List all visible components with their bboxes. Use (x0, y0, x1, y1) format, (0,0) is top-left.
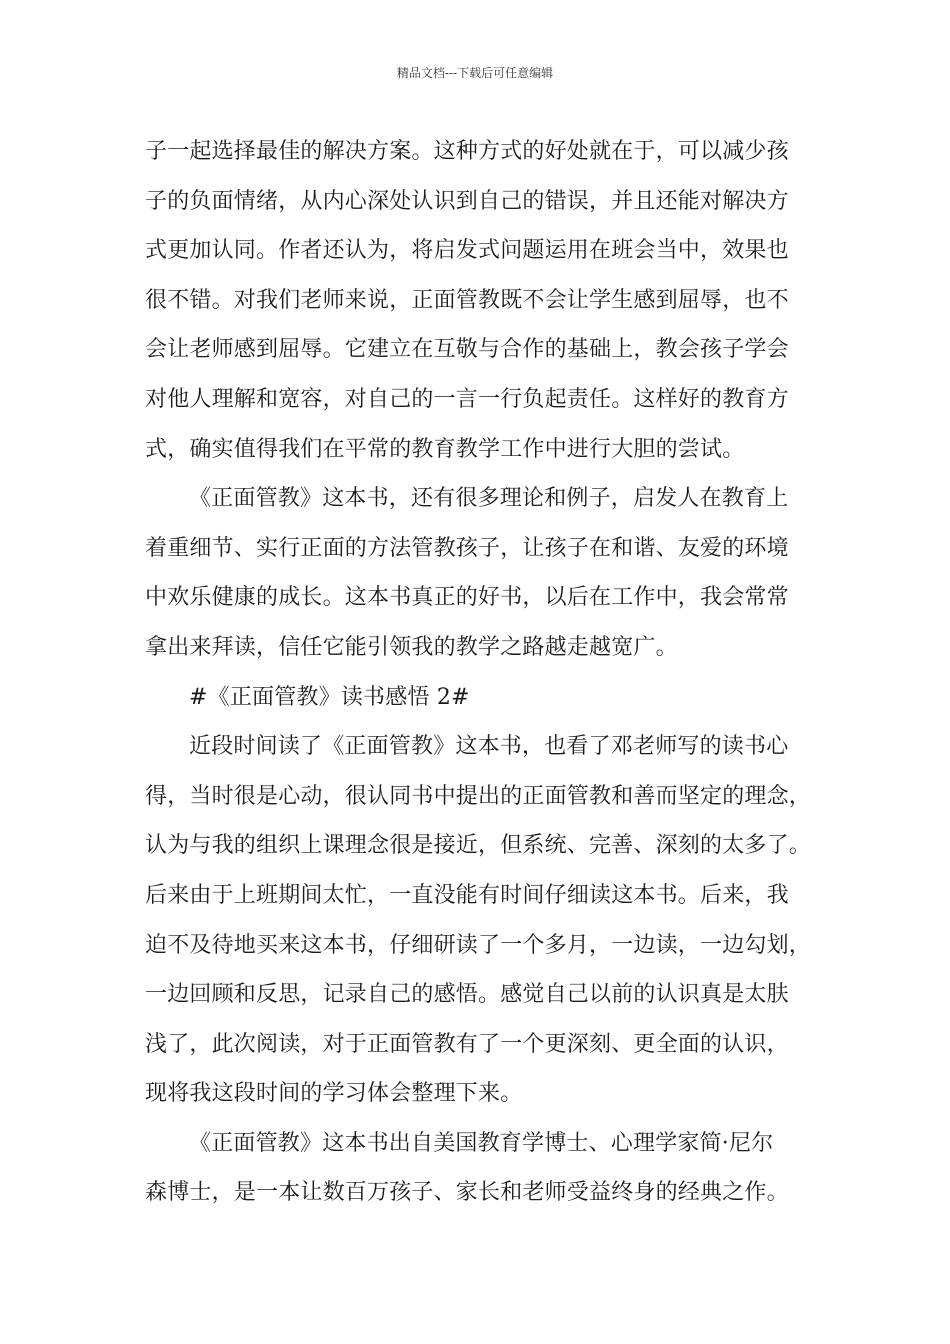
text-line: 很不错。对我们老师来说，正面管教既不会让学生感到屈辱，也不 (145, 287, 789, 313)
text-line: 着重细节、实行正面的方法管教孩子，让孩子在和谐、友爱的环境 (145, 535, 789, 561)
text-line: 子一起选择最佳的解决方案。这种方式的好处就在于，可以减少孩 (145, 139, 789, 164)
text-line: 中欢乐健康的成长。这本书真正的好书，以后在工作中，我会常常 (145, 585, 789, 611)
text-line: 式更加认同。作者还认为，将启发式问题运用在班会当中，效果也 (145, 238, 789, 264)
text-line: 《正面管教》这本书，还有很多理论和例子，启发人在教育上 (189, 486, 789, 512)
text-line: 得，当时很是心动，很认同书中提出的正面管教和善而坚定的理念， (145, 783, 812, 809)
text-line: 后来由于上班期间太忙，一直没能有时间仔细读这本书。后来，我 (145, 882, 789, 908)
text-line: 认为与我的组织上课理念很是接近，但系统、完善、深刻的太多了。 (145, 833, 812, 859)
text-line: 对他人理解和宽容，对自己的一言一行负起责任。这样好的教育方 (145, 386, 789, 412)
text-line: 拿出来拜读，信任它能引领我的教学之路越走越宽广。 (145, 634, 678, 660)
text-line: #《正面管教》读书感悟 2# (189, 684, 470, 710)
text-line: 一边回顾和反思，记录自己的感悟。感觉自己以前的认识真是太肤 (145, 982, 789, 1008)
text-line: 近段时间读了《正面管教》这本书，也看了邓老师写的读书心 (189, 734, 789, 760)
text-line: 子的负面情绪，从内心深处认识到自己的错误，并且还能对解决方 (145, 188, 789, 214)
text-line: 迫不及待地买来这本书，仔细研读了一个多月，一边读，一边勾划， (145, 932, 812, 958)
text-line: 会让老师感到屈辱。它建立在互敬与合作的基础上，教会孩子学会 (145, 337, 789, 363)
page-header: 精品文档---下载后可任意编辑 (396, 66, 554, 80)
text-line: 《正面管教》这本书出自美国教育学博士、心理学家简·尼尔 (189, 1130, 774, 1156)
document-body (145, 127, 810, 1218)
text-line: 浅了，此次阅读，对于正面管教有了一个更深刻、更全面的认识， (145, 1031, 789, 1057)
text-line: 现将我这段时间的学习体会整理下来。 (145, 1081, 523, 1107)
text-line: 森博士，是一本让数百万孩子、家长和老师受益终身的经典之作。 (145, 1180, 789, 1206)
text-line: 式，确实值得我们在平常的教育教学工作中进行大胆的尝试。 (145, 436, 745, 462)
